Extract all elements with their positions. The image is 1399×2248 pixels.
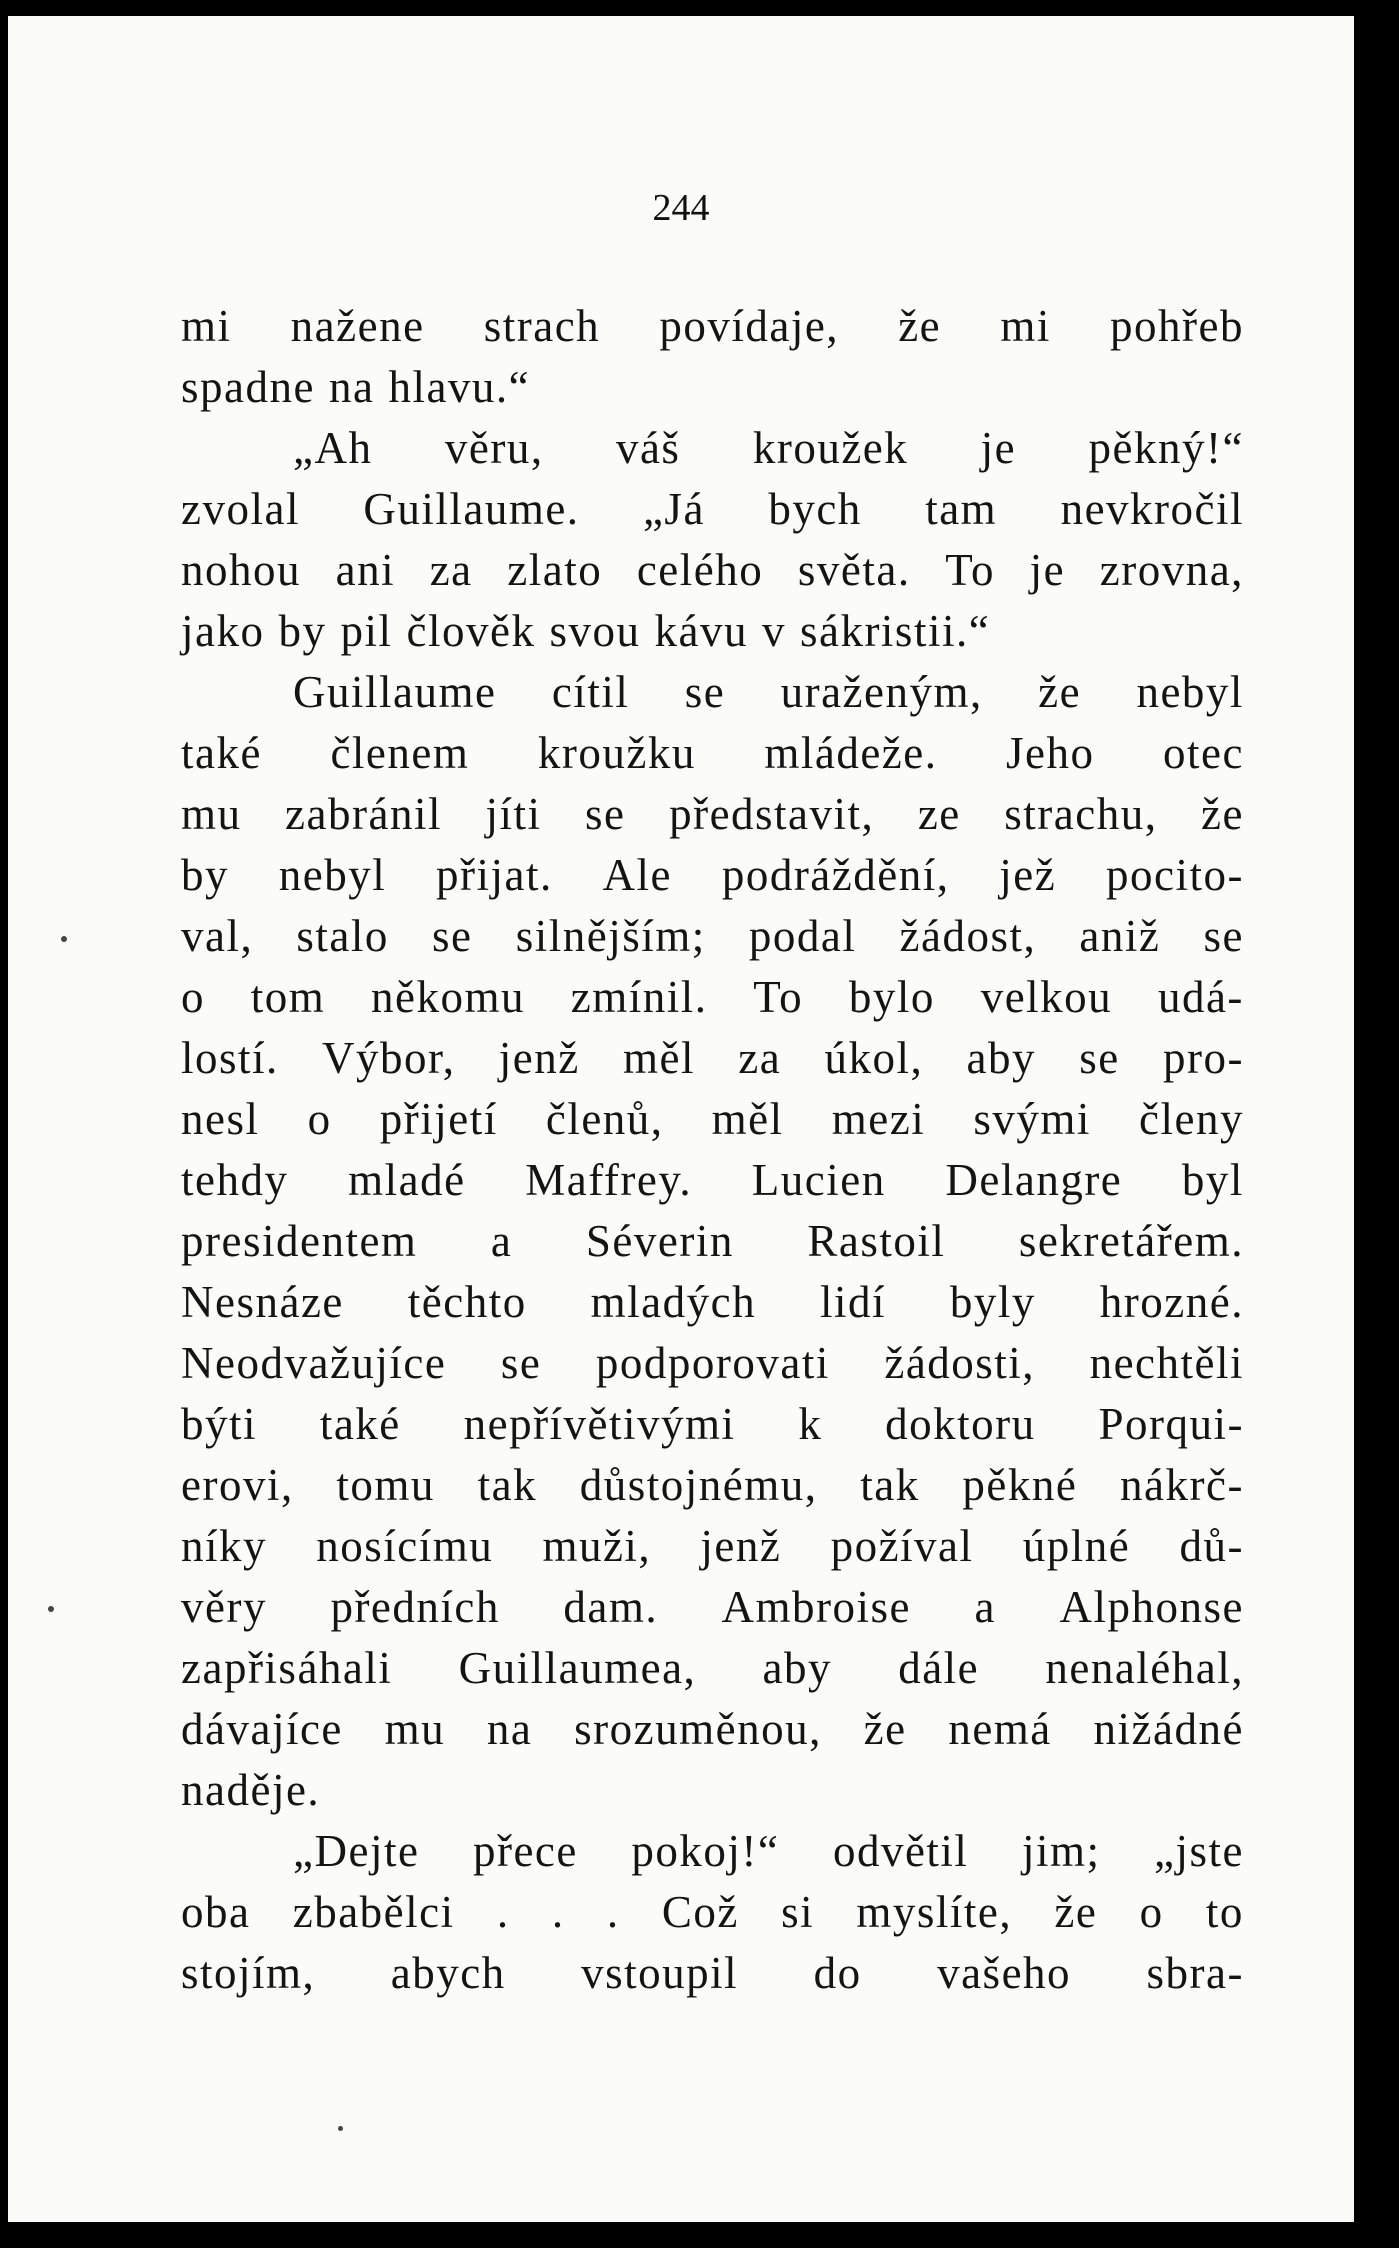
- word: val,: [181, 911, 254, 961]
- word: oba: [181, 1887, 251, 1937]
- word: byl: [1181, 1155, 1244, 1205]
- word: o: [307, 1094, 332, 1144]
- book-page: [8, 16, 1354, 2222]
- word: se: [432, 911, 473, 961]
- word: doktoru: [885, 1399, 1036, 1449]
- text-line: [181, 967, 1244, 1028]
- text-line: [181, 479, 1244, 540]
- word: odvětil: [832, 1826, 969, 1876]
- word: Rastoil: [807, 1216, 946, 1266]
- word: býti: [181, 1399, 258, 1449]
- word: za: [429, 545, 473, 595]
- word: žádost,: [899, 911, 1037, 961]
- word: se: [500, 1338, 542, 1388]
- word: Séverin: [585, 1216, 734, 1266]
- word: zapřisáhali: [181, 1643, 393, 1693]
- word: je: [1029, 545, 1066, 595]
- word: nemá: [948, 1704, 1052, 1754]
- word: nažene: [290, 301, 425, 351]
- word: aby: [762, 1643, 832, 1693]
- word: nenaléhal,: [1045, 1643, 1244, 1693]
- word: mu: [384, 1704, 446, 1754]
- text-line: [181, 906, 1244, 967]
- word: že: [898, 301, 942, 351]
- text-line: [181, 1272, 1244, 1333]
- word: zabránil: [285, 789, 442, 839]
- word: tomu: [336, 1460, 435, 1510]
- word: světa.: [797, 545, 911, 595]
- word: otec: [1163, 728, 1244, 778]
- word: nohou: [181, 545, 301, 595]
- word: spadne: [181, 362, 315, 412]
- text-line: [181, 1028, 1244, 1089]
- word: pro-: [1162, 1033, 1244, 1083]
- word: Guillaume: [293, 667, 497, 717]
- word: dů-: [1179, 1521, 1244, 1571]
- word: nevkročil: [1060, 484, 1244, 534]
- word: přijetí: [379, 1094, 498, 1144]
- word: je: [980, 423, 1017, 473]
- word: za: [738, 1033, 782, 1083]
- word: nebyl: [1136, 667, 1244, 717]
- word: tom: [250, 972, 326, 1022]
- word: strachu,: [1004, 789, 1158, 839]
- word: podráždění,: [721, 850, 950, 900]
- text-line: [181, 784, 1244, 845]
- word: „Já: [642, 484, 705, 534]
- word: mi: [181, 301, 232, 351]
- word: úkol,: [824, 1033, 924, 1083]
- word: uraženým,: [780, 667, 983, 717]
- word: Maffrey.: [525, 1155, 693, 1205]
- word: nechtěli: [1089, 1338, 1244, 1388]
- word: svými: [973, 1094, 1091, 1144]
- word: si: [781, 1887, 815, 1937]
- word: ani: [335, 545, 396, 595]
- text-line: [181, 1394, 1244, 1455]
- word: níky: [181, 1521, 268, 1571]
- word: Guillaume.: [363, 484, 580, 534]
- word: žádosti,: [884, 1338, 1036, 1388]
- text-line: [181, 1455, 1244, 1516]
- word: představit,: [669, 789, 875, 839]
- text-line: [181, 1638, 1244, 1699]
- word: měl: [622, 1033, 695, 1083]
- word: jenž: [498, 1033, 580, 1083]
- word: dam.: [563, 1582, 659, 1632]
- word: váš: [615, 423, 681, 473]
- text-line: [181, 601, 1244, 662]
- text-line: [181, 1699, 1244, 1760]
- word: zlato: [507, 545, 603, 595]
- word: že: [863, 1704, 907, 1754]
- word: lidí: [819, 1277, 886, 1327]
- word: tak: [477, 1460, 538, 1510]
- text-line: [181, 1089, 1244, 1150]
- word: nepřívětivými: [463, 1399, 736, 1449]
- word: dávajíce: [181, 1704, 343, 1754]
- word: do: [813, 1948, 862, 1998]
- word: předních: [330, 1582, 500, 1632]
- word: se: [585, 789, 626, 839]
- word: .: [496, 1887, 510, 1937]
- word: Alphonse: [1059, 1582, 1244, 1632]
- word: mezi: [831, 1094, 926, 1144]
- word: jíti: [485, 789, 542, 839]
- word: pěkný!“: [1088, 423, 1244, 473]
- word: že: [1054, 1887, 1098, 1937]
- word: mladé: [348, 1155, 466, 1205]
- word: sekretářem.: [1018, 1216, 1244, 1266]
- word: mu: [181, 789, 242, 839]
- word: a: [974, 1582, 996, 1632]
- word: hrozné.: [1099, 1277, 1244, 1327]
- word: zrovna,: [1099, 545, 1244, 595]
- word: Nesnáze: [181, 1277, 344, 1327]
- word: stalo: [296, 911, 389, 961]
- word: mi: [1000, 301, 1051, 351]
- word: v: [761, 606, 786, 656]
- word: Delangre: [945, 1155, 1123, 1205]
- word: kroužku: [537, 728, 696, 778]
- word: silnějším;: [515, 911, 706, 961]
- word: ze: [917, 789, 961, 839]
- word: se: [1079, 1033, 1120, 1083]
- word: myslíte,: [856, 1887, 1013, 1937]
- text-line: [181, 1211, 1244, 1272]
- word: pokoj!“: [631, 1826, 780, 1876]
- text-line: [181, 1821, 1244, 1882]
- word: členy: [1139, 1094, 1244, 1144]
- text-line: [181, 845, 1244, 906]
- word: podporovati: [595, 1338, 830, 1388]
- scan-speck: [338, 2126, 343, 2131]
- word: jako: [181, 606, 265, 656]
- text-line: [181, 1150, 1244, 1211]
- word: povídaje,: [659, 301, 840, 351]
- word: také: [319, 1399, 401, 1449]
- word: Ale: [602, 850, 673, 900]
- word: zbabělci: [292, 1887, 455, 1937]
- text-line: [181, 540, 1244, 601]
- word: cítil: [551, 667, 630, 717]
- word: nebyl: [278, 850, 387, 900]
- word: lostí.: [181, 1033, 279, 1083]
- word: věry: [181, 1582, 267, 1632]
- word: nižádné: [1093, 1704, 1244, 1754]
- word: mládeže.: [764, 728, 938, 778]
- word: zmínil.: [570, 972, 708, 1022]
- word: aniž: [1079, 911, 1161, 961]
- text-line: [181, 1333, 1244, 1394]
- word: byly: [949, 1277, 1036, 1327]
- word: na: [486, 1704, 533, 1754]
- word: muži,: [542, 1521, 652, 1571]
- word: Jeho: [1006, 728, 1095, 778]
- word: kroužek: [752, 423, 909, 473]
- word: udá-: [1157, 972, 1244, 1022]
- word: jež: [999, 850, 1057, 900]
- word: To: [945, 545, 996, 595]
- word: tak: [860, 1460, 920, 1510]
- word: měl: [711, 1094, 784, 1144]
- word: požíval: [830, 1521, 974, 1571]
- word: bylo: [848, 972, 935, 1022]
- word: se: [684, 667, 726, 717]
- word: člověk: [406, 606, 536, 656]
- word: pil: [340, 606, 393, 656]
- word: „Dejte: [293, 1826, 420, 1876]
- word: někomu: [371, 972, 526, 1022]
- word: Porqui-: [1098, 1399, 1244, 1449]
- word: svou: [549, 606, 641, 656]
- word: velkou: [980, 972, 1113, 1022]
- word: „jste: [1154, 1826, 1244, 1876]
- word: členů,: [545, 1094, 664, 1144]
- word: nosícímu: [316, 1521, 494, 1571]
- word: věru,: [444, 423, 544, 473]
- word: kávu: [654, 606, 748, 656]
- word: abych: [390, 1948, 506, 1998]
- word: bych: [768, 484, 862, 534]
- word: tehdy: [181, 1155, 289, 1205]
- word: nesl: [181, 1094, 260, 1144]
- word: Ambroise: [721, 1582, 912, 1632]
- word: že: [1201, 789, 1244, 839]
- word: členem: [330, 728, 470, 778]
- word: celého: [636, 545, 764, 595]
- word: pohřeb: [1109, 301, 1244, 351]
- word: tam: [925, 484, 998, 534]
- word: těchto: [407, 1277, 527, 1327]
- word: Výbor,: [322, 1033, 456, 1083]
- word: že: [1038, 667, 1082, 717]
- word: stojím,: [181, 1948, 316, 1998]
- text-line: [181, 662, 1244, 723]
- text-line: [181, 723, 1244, 784]
- text-line: [181, 296, 1244, 357]
- scan-speck: [48, 1606, 54, 1612]
- word: vašeho: [937, 1948, 1072, 1998]
- word: by: [181, 850, 229, 900]
- word: se: [1203, 911, 1244, 961]
- word: a: [490, 1216, 513, 1266]
- word: .: [551, 1887, 565, 1937]
- word: sbra-: [1146, 1948, 1244, 1998]
- word: by: [278, 606, 327, 656]
- text-line: [181, 418, 1244, 479]
- word: o: [1139, 1887, 1164, 1937]
- word: to: [1205, 1887, 1244, 1937]
- word: sákristii.“: [799, 606, 991, 656]
- word: naděje.: [181, 1765, 321, 1815]
- text-line: [181, 1882, 1244, 1943]
- scan-speck: [61, 936, 67, 942]
- text-line: [181, 357, 1244, 418]
- word: důstojnému,: [579, 1460, 818, 1510]
- word: k: [798, 1399, 823, 1449]
- word: hlavu.“: [388, 362, 531, 412]
- word: pěkné: [962, 1460, 1078, 1510]
- word: „Ah: [293, 423, 373, 473]
- text-line: [181, 1760, 1244, 1821]
- text-line: [181, 1577, 1244, 1638]
- word: aby: [966, 1033, 1036, 1083]
- word: nákrč-: [1120, 1460, 1244, 1510]
- word: přijat.: [436, 850, 553, 900]
- word: úplné: [1022, 1521, 1131, 1571]
- word: To: [753, 972, 804, 1022]
- word: Což: [661, 1887, 739, 1937]
- word: .: [606, 1887, 620, 1937]
- word: Lucien: [751, 1155, 886, 1205]
- word: strach: [483, 301, 601, 351]
- word: erovi,: [181, 1460, 294, 1510]
- text-line: [181, 1943, 1244, 2004]
- word: Guillaumea,: [458, 1643, 697, 1693]
- word: podal: [748, 911, 857, 961]
- word: pocito-: [1106, 850, 1244, 900]
- word: mladých: [590, 1277, 757, 1327]
- word: také: [181, 728, 262, 778]
- word: přece: [472, 1826, 578, 1876]
- text-line: [181, 1516, 1244, 1577]
- word: vstoupil: [581, 1948, 739, 1998]
- word: na: [328, 362, 375, 412]
- word: Neodvažujíce: [181, 1338, 447, 1388]
- word: srozuměnou,: [574, 1704, 822, 1754]
- word: presidentem: [181, 1216, 418, 1266]
- word: zvolal: [181, 484, 300, 534]
- page-number: 244: [652, 187, 710, 229]
- word: jenž: [700, 1521, 782, 1571]
- body-text: [181, 296, 1244, 2004]
- word: jim;: [1021, 1826, 1101, 1876]
- word: dále: [898, 1643, 980, 1693]
- word: o: [181, 972, 205, 1022]
